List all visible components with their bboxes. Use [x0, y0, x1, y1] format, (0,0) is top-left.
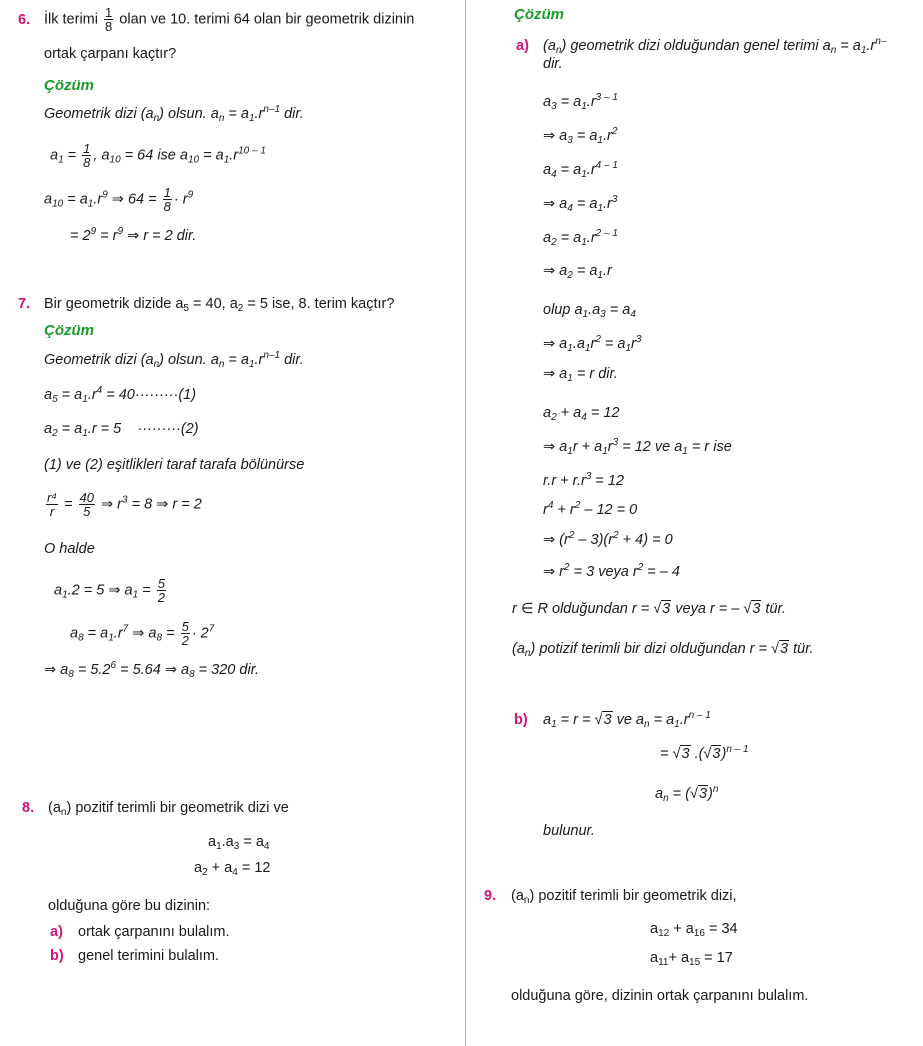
solution-8-eq-12: $r.r + r.r^3 = 12$ [543, 471, 625, 489]
solution-8-eq-2: ⇒ $a_3 = a_1.r^2$ [543, 126, 618, 146]
solution-8-eq-10: $a_2 + a_4 = 12$ [543, 405, 620, 423]
solution-8-general-term-3: $a_n = (√3)^n$ [655, 784, 719, 804]
problem-7-step-1: Geometrik dizi $(a_n)$ olsun. $a_n = a_1.r^{n-1}$ dir. [44, 350, 304, 370]
solution-8-cozum-heading: Çözüm [514, 6, 564, 23]
solution-8-eq-11: ⇒ $a_1r + a_1r^3 = 12$ ve $a_1 = r$ ise [543, 437, 732, 457]
problem-9-equation-1: $a_{12} + a_{16} = 34$ [650, 921, 738, 939]
solution-8-eq-1: $a_3 = a_1.r^{3 - 1}$ [543, 92, 618, 112]
problem-7-step-4: (1) ve (2) eşitlikleri taraf tarafa bölünürse [44, 457, 305, 473]
problem-7-question: Bir geometrik dizide $a_5 = 40$, $a_2 = 5$ ise, 8. terim kaçtır? [44, 296, 395, 314]
problem-9-equation-2: $a_{11}+ a_{15} = 17$ [650, 950, 733, 968]
column-divider [465, 0, 466, 1046]
solution-8-conclusion: bulunur. [543, 823, 595, 839]
solution-8-eq-13: $r^4 + r^2 - 12 = 0$ [543, 500, 638, 518]
problem-8-part-a-text: ortak çarpanını bulalım. [78, 924, 230, 940]
problem-8-part-b-label: b) [50, 948, 64, 964]
problem-7-number: 7. [18, 296, 31, 312]
solution-8-intro-line2: dir. [543, 56, 563, 72]
solution-8-eq-6: ⇒ $a_2 = a_1.r$ [543, 263, 612, 281]
problem-7-step-2: $a_5 = a_1.r^4 = 40\cdot\cdot\cdot\cdot\cdot\cdot\cdot\cdot\cdot(1)$ [44, 385, 197, 405]
problem-6-question-line2: ortak çarpanı kaçtır? [44, 46, 177, 62]
problem-9-question-line2: olduğuna göre, dizinin ortak çarpanını bulalım. [511, 988, 809, 1004]
solution-8-general-term-1: $a_1 = r = √3$ ve $a_n = a_1.r^{n - 1}$ [543, 710, 711, 730]
fraction: $\frac{1}{8}$ [105, 5, 113, 34]
problem-8-equation-1: $a_1.a_3 = a_4$ [208, 834, 270, 852]
problem-7-step-8: $a_8 = a_1.r^7$ ⇒ $a_8$ = $\frac{5}{2}$ · $2^7$ [70, 619, 215, 648]
problem-8-question-line1: $(a_n)$ pozitif terimli bir geometrik dizi ve [48, 800, 289, 818]
solution-8-intro-line1: $(a_n)$ geometrik dizi olduğundan genel terimi $a_n = a_1.r^{n-}$ [543, 36, 887, 56]
solution-8-eq-9: ⇒ $a_1 = r$ dir. [543, 366, 618, 384]
solution-8-eq-5: $a_2 = a_1.r^{2 - 1}$ [543, 228, 618, 248]
solution-8-part-a-label: a) [516, 38, 529, 54]
problem-9-question-line1: $(a_n)$ pozitif terimli bir geometrik dizi, [511, 888, 737, 906]
problem-8-part-a-label: a) [50, 924, 63, 940]
problem-6-question-line1: İlk terimi $\frac{1}{8}$ olan ve 10. terimi 64 olan bir geometrik dizinin [44, 5, 415, 34]
solution-8-eq-16: r ∈ R olduğundan r = √3 veya r = – √3 tür. [512, 601, 786, 617]
problem-7-step-6: O halde [44, 541, 95, 557]
problem-8-equation-2: $a_2 + a_4 = 12$ [194, 860, 271, 878]
solution-8-eq-17: $(a_n)$ potizif terimli bir dizi olduğundan r = √3 tür. [512, 641, 814, 659]
problem-7-step-9: ⇒ $a_8 = 5.2^6 = 5.64$ ⇒ $a_8 = 320$ dir. [44, 660, 260, 680]
problem-9-number: 9. [484, 888, 497, 904]
problem-7-step-5: $\frac{\text{r⁴}}{r}$ = $\frac{40}{5}$ ⇒ $r^3 = 8$ ⇒ r = 2 [47, 490, 202, 519]
solution-8-eq-14: ⇒ $(r^2 - 3)(r^2 + 4) = 0$ [543, 530, 673, 548]
problem-8-part-b-text: genel terimini bulalım. [78, 948, 220, 964]
solution-8-eq-3: $a_4 = a_1.r^{4 - 1}$ [543, 160, 618, 180]
problem-6-number: 6. [18, 12, 31, 28]
solution-8-eq-7: olup $a_1.a_3 = a_4$ [543, 302, 636, 320]
solution-8-general-term-2: = √3 $.(√3)^{n - 1}$ [660, 744, 749, 762]
problem-6-step-1: Geometrik dizi $(a_n)$ olsun. $a_n = a_1.r^{n-1}$ dir. [44, 104, 304, 124]
problem-6-cozum-heading: Çözüm [44, 77, 94, 94]
problem-6-step-2: $a_1$ = $\frac{1}{8}$ , $a_{10} = 64$ ise $a_{10} = a_1.r^{10 - 1}$ [50, 141, 266, 170]
problem-7-step-7: $a_1.2 = 5$ ⇒ $a_1$ = $\frac{5}{2}$ [54, 576, 165, 605]
problem-6-step-3: $a_{10} = a_1.r^9$ ⇒ 64 = $\frac{1}{8}$ · $r^9$ [44, 185, 194, 214]
problem-7-cozum-heading: Çözüm [44, 322, 94, 339]
solution-8-eq-15: ⇒ $r^2 = 3$ veya $r^2$ = – 4 [543, 562, 680, 580]
problem-6-step-4: = $2^9 = r^9$ ⇒ r = 2 dir. [70, 226, 197, 244]
problem-8-number: 8. [22, 800, 35, 816]
problem-8-question-line2: olduğuna göre bu dizinin: [48, 898, 211, 914]
solution-8-eq-8: ⇒ $a_1.a_1r^2 = a_1r^3$ [543, 334, 642, 354]
problem-7-step-3: $a_2 = a_1.r = 5$ ·········(2) [44, 421, 199, 439]
solution-8-part-b-label: b) [514, 712, 528, 728]
solution-8-eq-4: ⇒ $a_4 = a_1.r^3$ [543, 194, 618, 214]
